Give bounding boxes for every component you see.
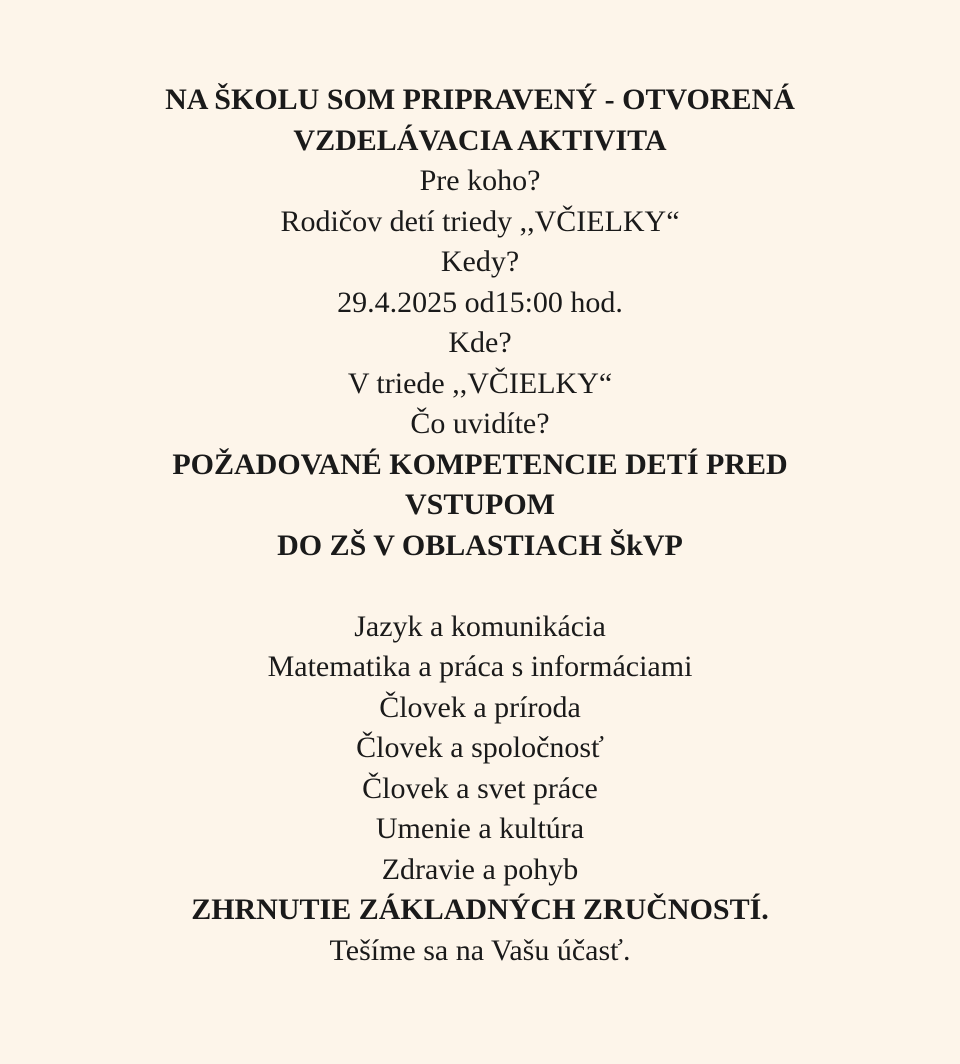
- title-line-2: VZDELÁVACIA AKTIVITA: [293, 123, 667, 157]
- where-question: Kde?: [448, 326, 512, 359]
- competencies-heading-line-2: VSTUPOM: [405, 488, 555, 521]
- when-answer: 29.4.2025 od15:00 hod.: [337, 285, 623, 319]
- area-item: Umenie a kultúra: [375, 812, 585, 845]
- area-item: Jazyk a komunikácia: [354, 609, 606, 643]
- what-question: Čo uvidíte?: [410, 407, 550, 440]
- when-question: Kedy?: [440, 245, 520, 278]
- competencies-heading-line-3: DO ZŠ V OBLASTIACH ŠkVP: [277, 528, 683, 562]
- who-answer: Rodičov detí triedy ,,VČIELKY“: [280, 204, 680, 238]
- area-item: Zdravie a pohyb: [381, 852, 579, 886]
- closing-line: Tešíme sa na Vašu účasť.: [329, 933, 631, 967]
- competencies-heading-line-1: POŽADOVANÉ KOMPETENCIE DETÍ PRED: [172, 447, 788, 481]
- area-item: Matematika a práca s informáciami: [267, 650, 693, 683]
- blank-spacer: [0, 566, 960, 607]
- summary-line: ZHRNUTIE ZÁKLADNÝCH ZRUČNOSTÍ.: [191, 893, 769, 926]
- title-line-1: NA ŠKOLU SOM PRIPRAVENÝ - OTVORENÁ: [165, 83, 795, 116]
- area-item: Človek a spoločnosť: [356, 731, 604, 764]
- who-question: Pre koho?: [419, 164, 541, 197]
- area-item: Človek a príroda: [379, 690, 581, 724]
- areas-list: [0, 607, 960, 891]
- area-item: Človek a svet práce: [362, 771, 598, 805]
- where-answer: V triede ,,VČIELKY“: [347, 366, 613, 400]
